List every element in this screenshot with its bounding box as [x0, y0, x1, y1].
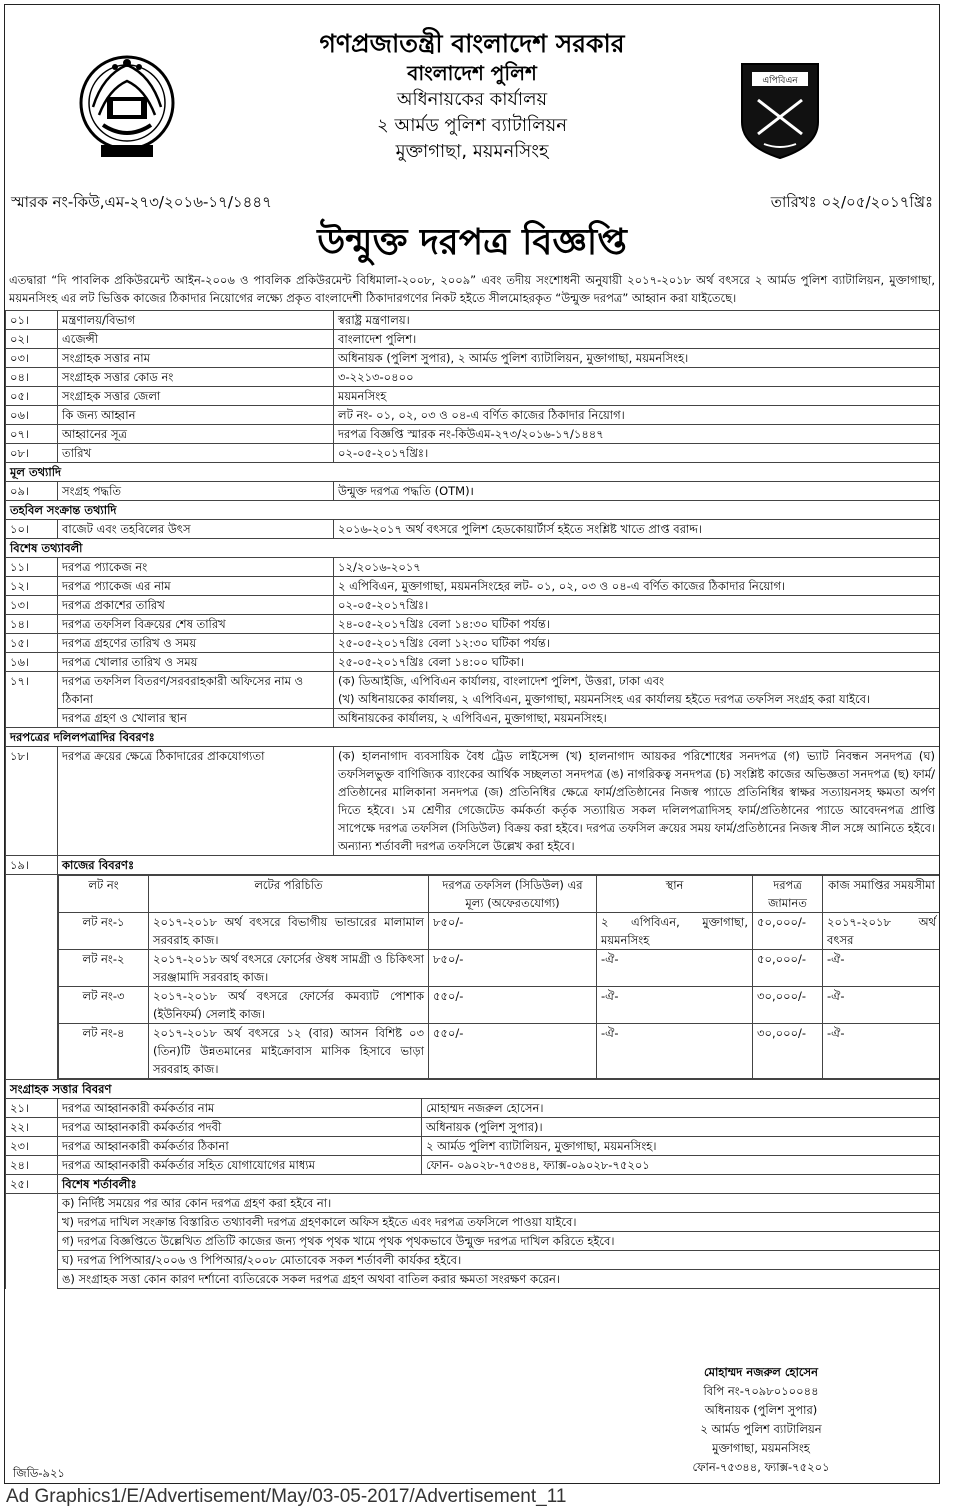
section-special-info: বিশেষ তথ্যাবলী: [6, 539, 940, 558]
row-label: দরপত্র আহ্বানকারী কর্মকর্তার পদবী: [58, 1118, 422, 1137]
table-row: [6, 444, 940, 463]
row-label: দরপত্র ক্রয়ের ক্ষেত্রে ঠিকাদারের প্রাকযোগ্যতা: [58, 747, 334, 856]
row-label: তারিখ: [58, 444, 334, 463]
signatory-contact: ফোন-৭৫৩৪৪, ফ্যাক্স-৭৫২০১: [692, 1460, 830, 1474]
tender-table: [5, 310, 940, 1289]
row-number: ০৯।: [6, 482, 58, 501]
table-row: [6, 311, 940, 330]
section-documents: দরপত্রের দলিলপত্রাদির বিবরণঃ: [6, 728, 940, 747]
row-value: বাংলাদেশ পুলিশ।: [334, 330, 940, 349]
table-row: [6, 349, 940, 368]
tender-security: ৫০,০০০/-: [753, 950, 823, 987]
condition-row: [6, 1213, 940, 1232]
table-row: [6, 634, 940, 653]
row-label: দরপত্র খোলার তারিখ ও সময়: [58, 653, 334, 672]
schedule-price: ৮৫০/-: [429, 913, 597, 950]
distribution-office-kh: (খ) অধিনায়কের কার্যালয়, ২ এপিবিএন, মুক্তাগাছা, ময়মনসিংহ এর কার্যালয় হইতে দরপত্র তফসিল সংগ্রহ করা যাইবে।: [338, 692, 871, 706]
section-heading: [6, 501, 940, 520]
government-name: গণপ্রজাতন্ত্রী বাংলাদেশ সরকার: [319, 29, 625, 58]
table-row: [6, 1118, 940, 1137]
letterhead: [5, 5, 939, 195]
row-value: ২০১৬-২০১৭ অর্থ বৎসরে পুলিশ হেডকোয়ার্টার্স হইতে সংশ্লিষ্ট খাতে প্রাপ্ত বরাদ্দ।: [334, 520, 940, 539]
row-number: ২৫।: [6, 1175, 58, 1194]
signatory-bp: বিপি নং-৭০৯৮০১০০৪৪: [703, 1384, 819, 1398]
lot-row: [59, 987, 941, 1024]
lot-row: [59, 950, 941, 987]
table-row: [6, 709, 940, 728]
row-label: মন্ত্রণালয়/বিভাগ: [58, 311, 334, 330]
table-row: [6, 1137, 940, 1156]
row-label: সংগ্রহ পদ্ধতি: [58, 482, 334, 501]
row-label: দরপত্র তফসিল বিক্রয়ের শেষ তারিখ: [58, 615, 334, 634]
row-number: ১৬।: [6, 653, 58, 672]
row-number: ১২।: [6, 577, 58, 596]
row-label: এজেন্সী: [58, 330, 334, 349]
table-row: [6, 330, 940, 349]
completion-time: -ঐ-: [823, 987, 941, 1024]
table-row: [6, 856, 940, 875]
row-number: ১৪।: [6, 615, 58, 634]
row-value: ময়মনসিংহ: [334, 387, 940, 406]
row-number: ১৫।: [6, 634, 58, 653]
table-row: [6, 653, 940, 672]
row-label: আহ্বানের সূত্র: [58, 425, 334, 444]
table-row: [6, 406, 940, 425]
section-heading: [6, 463, 940, 482]
row-number: ০৭।: [6, 425, 58, 444]
gd-number: জিডি-৯২১: [13, 1466, 65, 1480]
lot-description: ২০১৭-২০১৮ অর্থ বৎসরে ফোর্সের ঔষধ সামগ্রী ও চিকিৎসা সরঞ্জামাদি সরবরাহ কাজ।: [149, 950, 429, 987]
row-value: স্বরাষ্ট্র মন্ত্রণালয়।: [334, 311, 940, 330]
row-label: দরপত্র প্রকাশের তারিখ: [58, 596, 334, 615]
condition-row: [6, 1251, 940, 1270]
signatory-place: মুক্তাগাছা, ময়মনসিংহ: [712, 1441, 810, 1455]
row-value: ১২/২০১৬-২০১৭: [334, 558, 940, 577]
row-value: অধিনায়ক (পুলিশ সুপার)।: [422, 1118, 940, 1137]
badge-label: এপিবিএন: [762, 76, 798, 86]
government-emblem-icon: [73, 45, 181, 165]
tender-security: ৩০,০০০/-: [753, 1024, 823, 1079]
row-value: ০২-০৫-২০১৭খ্রিঃ।: [334, 596, 940, 615]
row-number: ১৩।: [6, 596, 58, 615]
lot-number: লট নং-৪: [59, 1024, 149, 1079]
signatory-name: মোহাম্মদ নজরুল হোসেন: [703, 1365, 819, 1379]
signatory-unit: ২ আর্মড পুলিশ ব্যাটালিয়ন: [700, 1422, 822, 1436]
condition-spacer: [6, 1194, 58, 1213]
section-heading: [6, 728, 940, 747]
row-number: ০৮।: [6, 444, 58, 463]
lots-header-cell: দরপত্র তফসিল (সিডিউল) এর মূল্য (অফেরতযোগ্য): [429, 876, 597, 913]
lot-description: ২০১৭-২০১৮ অর্থ বৎসরে ফোর্সের কমব্যাট পোশাক (ইউনিফর্ম) সেলাই কাজ।: [149, 987, 429, 1024]
table-row: [6, 1175, 940, 1194]
condition-row: [6, 1232, 940, 1251]
completion-time: -ঐ-: [823, 1024, 941, 1079]
table-row: [6, 1099, 940, 1118]
condition-item: ঙ) সংগ্রাহক সত্তা কোন কারণ দর্শানো ব্যতিরেকে সকল দরপত্র গ্রহণ অথবা বাতিল করার ক্ষমতা সংরক্ষণ করেন।: [58, 1270, 940, 1289]
row-number: ০৬।: [6, 406, 58, 425]
row-number: ১৮।: [6, 747, 58, 856]
special-conditions-title: বিশেষ শর্তাবলীঃ: [58, 1175, 940, 1194]
row-number: ২২।: [6, 1118, 58, 1137]
row-number: ১৯।: [6, 856, 58, 875]
section-main-info: মূল তথ্যাদি: [6, 463, 940, 482]
row-value: ২ এপিবিএন, মুক্তাগাছা, ময়মনসিংহের লট- ০১, ০২, ০৩ ও ০৪-এ বর্ণিত কাজের ঠিকাদার নিয়োগ।: [334, 577, 940, 596]
tender-security: ৩০,০০০/-: [753, 987, 823, 1024]
row-label: সংগ্রাহক সত্তার নাম: [58, 349, 334, 368]
row-value: অধিনায়ক (পুলিশ সুপার), ২ আর্মড পুলিশ ব্যাটালিয়ন, মুক্তাগাছা, ময়মনসিংহ।: [334, 349, 940, 368]
row-label: কি জন্য আহ্বান: [58, 406, 334, 425]
row-number: ২১।: [6, 1099, 58, 1118]
row-value: দরপত্র বিজ্ঞপ্তি স্মারক নং-কিউএম-২৭৩/২০১৬-১৭/১৪৪৭: [334, 425, 940, 444]
table-row: [6, 425, 940, 444]
row-label: দরপত্র আহ্বানকারী কর্মকর্তার সহিত যোগাযোগের মাধ্যম: [58, 1156, 422, 1175]
table-row: [6, 558, 940, 577]
department-name: বাংলাদেশ পুলিশ: [407, 61, 537, 85]
row-label: দরপত্র তফসিল বিতরণ/সরবরাহকারী অফিসের নাম ও ঠিকানা: [58, 672, 334, 709]
lot-number: লট নং-৩: [59, 987, 149, 1024]
row-label: দরপত্র আহ্বানকারী কর্মকর্তার ঠিকানা: [58, 1137, 422, 1156]
row-label: দরপত্র আহ্বানকারী কর্মকর্তার নাম: [58, 1099, 422, 1118]
advertisement-page: [4, 4, 940, 1484]
section-buyer: সংগ্রাহক সত্তার বিবরণ: [6, 1080, 940, 1099]
signatory-designation: অধিনায়ক (পুলিশ সুপার): [704, 1403, 818, 1417]
table-row: [6, 368, 940, 387]
memo-number: স্মারক নং-কিউ,এম-২৭৩/২০১৬-১৭/১৪৪৭: [11, 193, 272, 211]
lots-row: [6, 875, 940, 1080]
lot-description: ২০১৭-২০১৮ অর্থ বৎসরে বিভাগীয় ভান্ডারের মালামাল সরবরাহ কাজ।: [149, 913, 429, 950]
table-row: [6, 520, 940, 539]
row-label: সংগ্রাহক সত্তার কোড নং: [58, 368, 334, 387]
condition-item: ঘ) দরপত্র পিপিআর/২০০৬ ও পিপিআর/২০০৮ মোতাবেক সকল শর্তাবলী কার্যকর হইবে।: [58, 1251, 940, 1270]
completion-time: -ঐ-: [823, 950, 941, 987]
table-row: [6, 577, 940, 596]
row-label: দরপত্র গ্রহণ ও খোলার স্থান: [58, 709, 334, 728]
schedule-price: ৫৫০/-: [429, 1024, 597, 1079]
lots-header-cell: দরপত্র জামানত: [753, 876, 823, 913]
table-row: [6, 596, 940, 615]
lots-header-cell: লট নং: [59, 876, 149, 913]
condition-spacer: [6, 1213, 58, 1232]
completion-time: ২০১৭-২০১৮ অর্থ বৎসর: [823, 913, 941, 950]
lot-place: -ঐ-: [597, 987, 753, 1024]
row-value: ০২-০৫-২০১৭খ্রিঃ।: [334, 444, 940, 463]
row-value: লট নং- ০১, ০২, ০৩ ও ০৪-এ বর্ণিত কাজের ঠিকাদার নিয়োগ।: [334, 406, 940, 425]
office-location: মুক্তাগাছা, ময়মনসিংহ: [395, 141, 549, 162]
table-row: [6, 747, 940, 856]
row-value: অধিনায়কের কার্যালয়, ২ এপিবিএন, মুক্তাগাছা, ময়মনসিংহ।: [334, 709, 940, 728]
table-row: [6, 482, 940, 501]
page-title: উন্মুক্ত দরপত্র বিজ্ঞপ্তি: [317, 222, 627, 263]
schedule-price: ৫৫০/-: [429, 987, 597, 1024]
row-number: ০৩।: [6, 349, 58, 368]
row-number: ০৫।: [6, 387, 58, 406]
intro-paragraph: এতদ্বারা “দি পাবলিক প্রকিউরমেন্ট আইন-২০০৬ ও পাবলিক প্রকিউরমেন্ট বিধিমালা-২০০৮, ২০০৯” এবং তদীয় সংশোধনী অনুযায়ী ২০১৭-২০১৮ অর্থ বৎসরে ২ আর্মড পুলিশ ব্যাটালিয়ন, মুক্তাগাছা, ময়মনসিংহ এর লট ভিত্তিক কাজের ঠিকাদার নিয়োগের লক্ষ্যে প্রকৃত বাংলাদেশী ঠিকাদারগণের নিকট হইতে সীলমোহরকৃত “উন্মুক্ত দরপত্র” আহ্বান করা যাইতেছে।: [9, 273, 935, 305]
row-number: ২৩।: [6, 1137, 58, 1156]
row-number: ০৪।: [6, 368, 58, 387]
lots-header-cell: লটের পরিচিতি: [149, 876, 429, 913]
row-value: ফোন- ০৯০২৮-৭৫৩৪৪, ফ্যাক্স-০৯০২৮-৭৫২০১: [422, 1156, 940, 1175]
lots-spacer: [6, 875, 58, 1080]
row-label: বাজেট এবং তহবিলের উৎস: [58, 520, 334, 539]
office-name: অধিনায়কের কার্যালয়: [396, 89, 548, 110]
row-number: ০১।: [6, 311, 58, 330]
section-heading: [6, 1080, 940, 1099]
condition-item: ক) নির্দিষ্ট সময়ের পর আর কোন দরপত্র গ্রহণ করা হইবে না।: [58, 1194, 940, 1213]
row-label: সংগ্রাহক সত্তার জেলা: [58, 387, 334, 406]
lot-place: -ঐ-: [597, 950, 753, 987]
work-description-title: কাজের বিবরণঃ: [58, 856, 940, 875]
distribution-office-k: (ক) ডিআইজি, এপিবিএন কার্যালয়, বাংলাদেশ পুলিশ, উত্তরা, ঢাকা এবং: [338, 674, 665, 688]
lot-row: [59, 913, 941, 950]
section-fund-info: তহবিল সংক্রান্ত তথ্যাদি: [6, 501, 940, 520]
lot-place: ২ এপিবিএন, মুক্তাগাছা, ময়মনসিংহ: [597, 913, 753, 950]
lot-description: ২০১৭-২০১৮ অর্থ বৎসরে ১২ (বার) আসন বিশিষ্ট ০৩ (তিন)টি উন্নতমানের মাইক্রোবাস মাসিক হিসাবে ভাড়া সরবরাহ কাজ।: [149, 1024, 429, 1079]
battalion-name: ২ আর্মড পুলিশ ব্যাটালিয়ন: [377, 115, 567, 136]
table-row: [6, 615, 940, 634]
row-label: দরপত্র প্যাকেজ নং: [58, 558, 334, 577]
row-number: ১১।: [6, 558, 58, 577]
row-value: মোহাম্মদ নজরুল হোসেন।: [422, 1099, 940, 1118]
row-value: ৩-২২১৩-০৪০০: [334, 368, 940, 387]
lot-number: লট নং-১: [59, 913, 149, 950]
row-number: ২৪।: [6, 1156, 58, 1175]
lots-table: [58, 875, 940, 1079]
condition-row: [6, 1194, 940, 1213]
row-value: ২৫-০৫-২০১৭খ্রিঃ বেলা ১৪:০০ ঘটিকা।: [334, 653, 940, 672]
condition-item: গ) দরপত্র বিজ্ঞপ্তিতে উল্লেখিত প্রতিটি কাজের জন্য পৃথক পৃথক খামে পৃথক পৃথকভাবে উন্মুক্ত দরপত্র দাখিল করিতে হইবে।: [58, 1232, 940, 1251]
table-row: [6, 1156, 940, 1175]
lots-header-cell: কাজ সমাপ্তির সময়সীমা: [823, 876, 941, 913]
section-heading: [6, 539, 940, 558]
lot-row: [59, 1024, 941, 1079]
condition-row: [6, 1270, 940, 1289]
lot-number: লট নং-২: [59, 950, 149, 987]
footer-file-path: Ad Graphics1/E/Advertisement/May/03-05-2017/Advertisement_11: [6, 1486, 567, 1507]
table-row: [6, 387, 940, 406]
row-value: ২৫-০৫-২০১৭খ্রিঃ বেলা ১২:৩০ ঘটিকা পর্যন্ত।: [334, 634, 940, 653]
row-number: ১০।: [6, 520, 58, 539]
condition-spacer: [6, 1232, 58, 1251]
row-value: (ক) হালনাগাদ ব্যবসায়িক বৈধ ট্রেড লাইসেন্স (খ) হালনাগাদ আয়কর পরিশোধের সনদপত্র (গ) ভ্যাট নিবন্ধন সনদপত্র (ঘ) তফসিলভুক্ত বাণিজ্যিক ব্যাংকের আর্থিক সচ্ছলতা সনদপত্র (ঙ) নাগরিকত্ব সনদপত্র (চ) সংশ্লিষ্ট কাজের অভিজ্ঞতা সনদপত্র (ছ) ফার্ম/প্রতিষ্ঠানের মালিকানা সনদপত্র (জ) প্রতিনিধির ক্ষেত্রে ফার্ম/প্রতিষ্ঠানের নিজস্ব প্যাডে প্রতিনিধির স্বাক্ষর সত্যায়নসহ ক্ষমতা অর্পণ দিতে হইবে। ১ম শ্রেণীর গেজেটেড কর্মকর্তা কর্তৃক সত্যায়িত সকল দলিলপত্রাদিসহ ফার্ম/প্রতিষ্ঠানের প্যাডে আবেদনপত্র প্রাপ্তি সাপেক্ষে দরপত্র তফসিল (সিডিউল) বিক্রয় করা হইবে। দরপত্র তফসিল ক্রয়ের সময় ফার্ম/প্রতিষ্ঠানের নিজস্ব সীল সঙ্গে আনিতে হইবে। অন্যান্য শর্তাবলী দরপত্র তফসিলে উল্লেখ করা হইবে।: [334, 747, 940, 856]
row-value: [334, 672, 940, 709]
lots-header-row: [59, 876, 941, 913]
condition-spacer: [6, 1251, 58, 1270]
row-label: দরপত্র গ্রহণের তারিখ ও সময়: [58, 634, 334, 653]
condition-spacer: [6, 1270, 58, 1289]
row-label: দরপত্র প্যাকেজ এর নাম: [58, 577, 334, 596]
signature-block: [661, 1363, 861, 1477]
row-number: ১৭।: [6, 672, 58, 728]
tender-security: ৫০,০০০/-: [753, 913, 823, 950]
table-row: [6, 672, 940, 709]
memo-date: তারিখঃ ০২/০৫/২০১৭খ্রিঃ: [770, 193, 933, 211]
row-value: ২৪-০৫-২০১৭খ্রিঃ বেলা ১৪:৩০ ঘটিকা পর্যন্ত।: [334, 615, 940, 634]
apbn-badge-icon: [738, 60, 822, 160]
lots-header-cell: স্থান: [597, 876, 753, 913]
row-value: উন্মুক্ত দরপত্র পদ্ধতি (OTM)।: [334, 482, 940, 501]
condition-item: খ) দরপত্র দাখিল সংক্রান্ত বিস্তারিত তথ্যাবলী দরপত্র গ্রহণকালে অফিস হইতে এবং দরপত্র তফসিলে পাওয়া যাইবে।: [58, 1213, 940, 1232]
row-value: ২ আর্মড পুলিশ ব্যাটালিয়ন, মুক্তাগাছা, ময়মনসিংহ।: [422, 1137, 940, 1156]
row-number: ০২।: [6, 330, 58, 349]
schedule-price: ৮৫০/-: [429, 950, 597, 987]
lot-place: -ঐ-: [597, 1024, 753, 1079]
